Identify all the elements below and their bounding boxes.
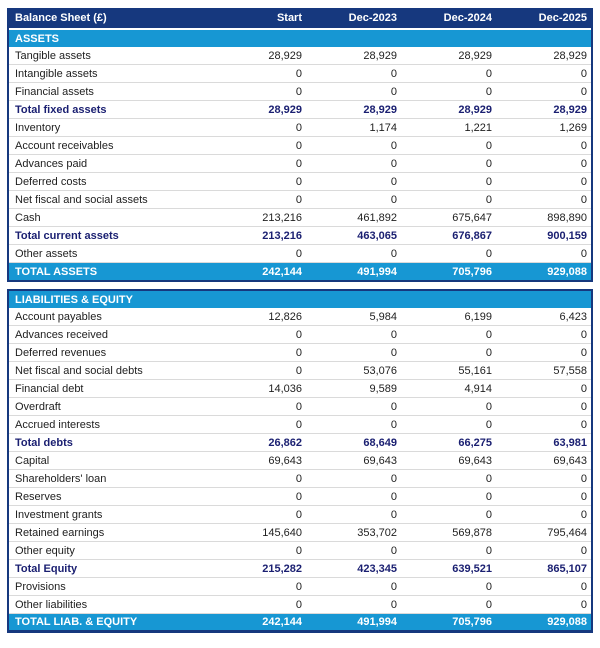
cell-value: 57,558 [553, 364, 587, 377]
cell-value: 0 [485, 328, 492, 341]
cell-value: 0 [485, 67, 492, 80]
row-label: Advances received [15, 328, 108, 341]
table-row [9, 398, 591, 416]
cell-value: 0 [295, 193, 302, 206]
cell-value: 28,929 [458, 103, 492, 116]
liabilities-equity-rows [9, 308, 591, 614]
row-label: Account receivables [15, 139, 114, 152]
cell-value: 0 [390, 139, 397, 152]
cell-value: 28,929 [553, 49, 587, 62]
cell-value: 0 [390, 580, 397, 593]
cell-value: 0 [580, 544, 587, 557]
row-label: Total current assets [15, 229, 119, 242]
table-row [9, 344, 591, 362]
cell-value: 0 [390, 328, 397, 341]
assets-rows [9, 47, 591, 263]
table-row [9, 227, 591, 245]
cell-value: 0 [485, 400, 492, 413]
row-label: Deferred costs [15, 175, 87, 188]
cell-value: 1,221 [464, 121, 492, 134]
balance-sheet-table [7, 8, 593, 633]
cell-value: 26,862 [268, 436, 302, 449]
cell-value: 491,994 [357, 265, 397, 278]
row-label: Accrued interests [15, 418, 100, 431]
table-row [9, 434, 591, 452]
cell-value: 0 [295, 121, 302, 134]
total-liab-equity-row [9, 614, 591, 633]
cell-value: 0 [295, 598, 302, 611]
cell-value: 68,649 [363, 436, 397, 449]
table-row [9, 596, 591, 614]
row-label: Total debts [15, 436, 73, 449]
cell-value: 0 [295, 175, 302, 188]
cell-value: 0 [580, 580, 587, 593]
table-row [9, 452, 591, 470]
cell-value: 929,088 [547, 616, 587, 628]
cell-value: 0 [295, 400, 302, 413]
cell-value: 0 [295, 157, 302, 170]
cell-value: 0 [295, 364, 302, 377]
cell-value: 0 [485, 472, 492, 485]
row-label: Provisions [15, 580, 66, 593]
cell-value: 0 [485, 580, 492, 593]
cell-value: 0 [580, 157, 587, 170]
cell-value: 55,161 [458, 364, 492, 377]
table-row [9, 542, 591, 560]
cell-value: 0 [580, 247, 587, 260]
cell-value: 639,521 [452, 562, 492, 575]
cell-value: 0 [295, 472, 302, 485]
row-label: Retained earnings [15, 526, 105, 539]
cell-value: 0 [580, 328, 587, 341]
cell-value: 0 [580, 472, 587, 485]
table-row [9, 119, 591, 137]
table-row [9, 245, 591, 263]
cell-value: 0 [580, 85, 587, 98]
table-row [9, 362, 591, 380]
column-header-start: Start [276, 12, 302, 24]
row-label: Financial debt [15, 382, 84, 395]
cell-value: 28,929 [268, 103, 302, 116]
cell-value: 0 [485, 508, 492, 521]
cell-value: 28,929 [553, 103, 587, 116]
cell-value: 0 [295, 490, 302, 503]
cell-value: 676,867 [452, 229, 492, 242]
row-label: Overdraft [15, 400, 61, 413]
cell-value: 898,890 [547, 211, 587, 224]
table-row [9, 173, 591, 191]
cell-value: 145,640 [262, 526, 302, 539]
cell-value: 0 [485, 85, 492, 98]
table-row [9, 191, 591, 209]
liabilities-equity-block [7, 289, 593, 633]
row-label: Deferred revenues [15, 346, 107, 359]
total-row-label: TOTAL LIAB. & EQUITY [15, 616, 138, 628]
cell-value: 69,643 [363, 454, 397, 467]
cell-value: 6,199 [464, 310, 492, 323]
row-label: Net fiscal and social assets [15, 193, 148, 206]
cell-value: 705,796 [452, 265, 492, 278]
row-label: Net fiscal and social debts [15, 364, 143, 377]
cell-value: 14,036 [268, 382, 302, 395]
row-label: Other assets [15, 247, 78, 260]
section-divider [7, 282, 593, 289]
row-label: Financial assets [15, 85, 94, 98]
total-assets-row [9, 263, 591, 282]
row-label: Inventory [15, 121, 61, 134]
cell-value: 1,269 [559, 121, 587, 134]
cell-value: 0 [580, 346, 587, 359]
cell-value: 865,107 [547, 562, 587, 575]
cell-value: 0 [485, 193, 492, 206]
cell-value: 28,929 [363, 103, 397, 116]
row-label: Account payables [15, 310, 102, 323]
table-row [9, 83, 591, 101]
cell-value: 491,994 [357, 616, 397, 628]
cell-value: 0 [485, 418, 492, 431]
cell-value: 0 [580, 418, 587, 431]
cell-value: 0 [580, 382, 587, 395]
cell-value: 0 [295, 328, 302, 341]
cell-value: 569,878 [452, 526, 492, 539]
cell-value: 0 [295, 139, 302, 152]
cell-value: 0 [485, 346, 492, 359]
row-label: Advances paid [15, 157, 88, 170]
cell-value: 0 [485, 175, 492, 188]
cell-value: 0 [295, 418, 302, 431]
cell-value: 705,796 [452, 616, 492, 628]
cell-value: 66,275 [458, 436, 492, 449]
cell-value: 0 [485, 598, 492, 611]
cell-value: 4,914 [464, 382, 492, 395]
table-row [9, 137, 591, 155]
cell-value: 675,647 [452, 211, 492, 224]
row-label: Other liabilities [15, 598, 88, 611]
cell-value: 0 [485, 139, 492, 152]
cell-value: 0 [295, 85, 302, 98]
cell-value: 28,929 [458, 49, 492, 62]
column-header-dec-2025: Dec-2025 [538, 12, 587, 24]
cell-value: 12,826 [268, 310, 302, 323]
table-row [9, 308, 591, 326]
cell-value: 215,282 [262, 562, 302, 575]
cell-value: 69,643 [268, 454, 302, 467]
cell-value: 5,984 [369, 310, 397, 323]
cell-value: 0 [580, 598, 587, 611]
cell-value: 242,144 [262, 616, 302, 628]
row-label: Total Equity [15, 562, 78, 575]
cell-value: 1,174 [369, 121, 397, 134]
cell-value: 795,464 [547, 526, 587, 539]
cell-value: 0 [580, 139, 587, 152]
cell-value: 213,216 [262, 229, 302, 242]
cell-value: 213,216 [262, 211, 302, 224]
section-header-assets [9, 30, 591, 47]
total-row-label: TOTAL ASSETS [15, 265, 98, 278]
cell-value: 0 [485, 490, 492, 503]
table-row [9, 506, 591, 524]
table-row [9, 470, 591, 488]
cell-value: 0 [295, 508, 302, 521]
cell-value: 0 [580, 193, 587, 206]
cell-value: 461,892 [357, 211, 397, 224]
cell-value: 423,345 [357, 562, 397, 575]
cell-value: 929,088 [547, 265, 587, 278]
table-row [9, 209, 591, 227]
cell-value: 0 [295, 67, 302, 80]
cell-value: 0 [295, 544, 302, 557]
cell-value: 0 [580, 400, 587, 413]
cell-value: 0 [390, 67, 397, 80]
cell-value: 0 [485, 544, 492, 557]
table-row [9, 101, 591, 119]
cell-value: 69,643 [458, 454, 492, 467]
cell-value: 353,702 [357, 526, 397, 539]
row-label: Shareholders' loan [15, 472, 107, 485]
row-label: Total fixed assets [15, 103, 107, 116]
column-header-dec-2023: Dec-2023 [348, 12, 397, 24]
cell-value: 0 [390, 598, 397, 611]
cell-value: 63,981 [553, 436, 587, 449]
table-row [9, 578, 591, 596]
cell-value: 0 [295, 346, 302, 359]
cell-value: 9,589 [369, 382, 397, 395]
table-row [9, 560, 591, 578]
table-row [9, 326, 591, 344]
cell-value: 0 [390, 175, 397, 188]
row-label: Cash [15, 211, 41, 224]
cell-value: 0 [390, 193, 397, 206]
cell-value: 0 [580, 175, 587, 188]
table-row [9, 380, 591, 398]
cell-value: 28,929 [363, 49, 397, 62]
cell-value: 0 [580, 67, 587, 80]
assets-block [7, 8, 593, 282]
section-header-label: ASSETS [15, 32, 60, 45]
row-label: Other equity [15, 544, 75, 557]
table-row [9, 416, 591, 434]
row-label: Capital [15, 454, 50, 467]
cell-value: 0 [390, 490, 397, 503]
table-row [9, 524, 591, 542]
table-row [9, 488, 591, 506]
table-title: Balance Sheet (£) [15, 12, 107, 24]
cell-value: 0 [485, 157, 492, 170]
row-label: Tangible assets [15, 49, 91, 62]
table-row [9, 47, 591, 65]
cell-value: 0 [390, 418, 397, 431]
cell-value: 463,065 [357, 229, 397, 242]
cell-value: 0 [390, 472, 397, 485]
row-label: Intangible assets [15, 67, 98, 80]
section-header-label: LIABILITIES & EQUITY [15, 293, 133, 306]
table-row [9, 65, 591, 83]
table-row [9, 155, 591, 173]
cell-value: 242,144 [262, 265, 302, 278]
table-header-row [9, 8, 591, 30]
cell-value: 0 [390, 247, 397, 260]
cell-value: 69,643 [553, 454, 587, 467]
cell-value: 0 [390, 346, 397, 359]
column-header-dec-2024: Dec-2024 [443, 12, 492, 24]
cell-value: 900,159 [547, 229, 587, 242]
cell-value: 28,929 [268, 49, 302, 62]
cell-value: 0 [390, 508, 397, 521]
row-label: Investment grants [15, 508, 103, 521]
cell-value: 0 [390, 544, 397, 557]
cell-value: 0 [295, 247, 302, 260]
cell-value: 0 [390, 85, 397, 98]
cell-value: 0 [390, 400, 397, 413]
cell-value: 0 [485, 247, 492, 260]
cell-value: 0 [580, 490, 587, 503]
cell-value: 53,076 [363, 364, 397, 377]
cell-value: 0 [295, 580, 302, 593]
cell-value: 0 [580, 508, 587, 521]
cell-value: 6,423 [559, 310, 587, 323]
section-header-liabilities-equity [9, 291, 591, 308]
cell-value: 0 [390, 157, 397, 170]
row-label: Reserves [15, 490, 62, 503]
